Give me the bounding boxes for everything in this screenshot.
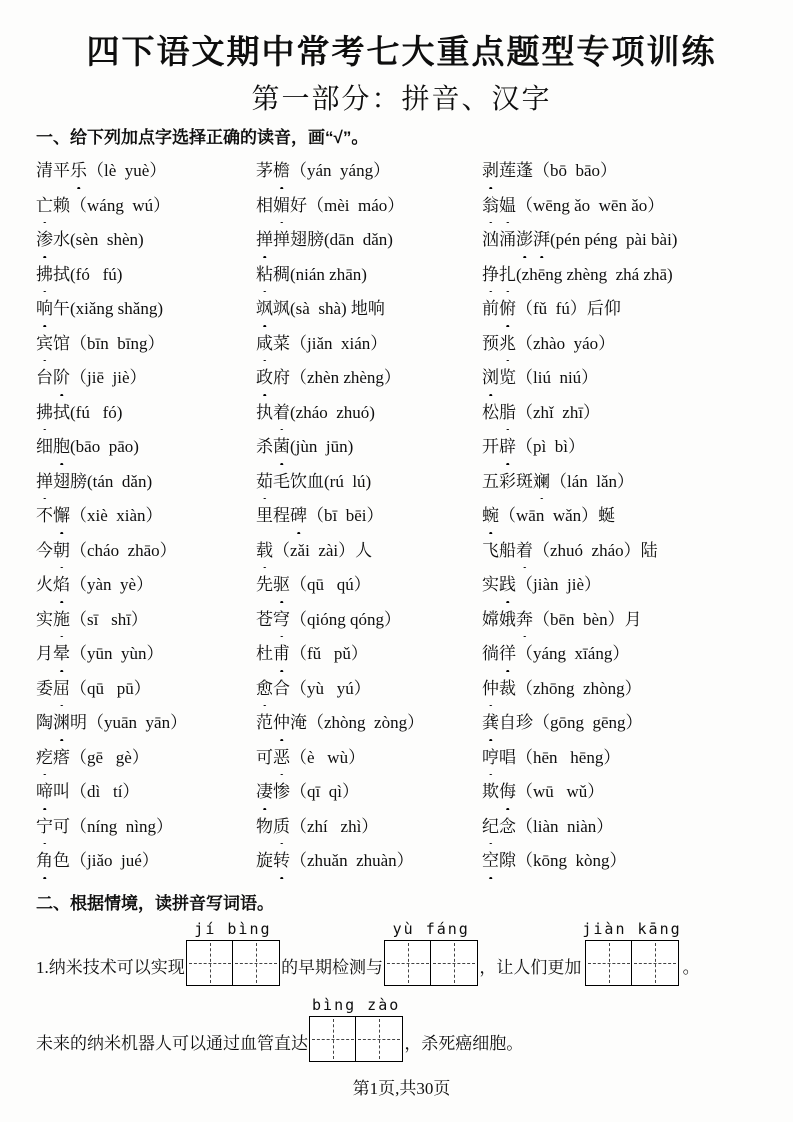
word-item: 杜甫（fǔ pǔ） bbox=[256, 637, 482, 672]
word-item: 空隙（kōng kòng） bbox=[482, 844, 767, 879]
word-item: 仲裁（zhōng zhòng） bbox=[482, 672, 767, 707]
word-item: 拂拭(fú fó) bbox=[36, 396, 256, 431]
writing-box[interactable] bbox=[585, 940, 633, 986]
word-item: 龚自珍（gōng gēng） bbox=[482, 706, 767, 741]
sentence-text-3: ，让人们更加 bbox=[479, 957, 582, 977]
pinyin-label-jibing: jí bìng bbox=[194, 919, 272, 938]
sentence-text-1: 1.纳米技术可以实现 bbox=[36, 957, 185, 977]
word-item: 渗水(sèn shèn) bbox=[36, 223, 256, 258]
word-item: 五彩斑斓（lán lǎn） bbox=[482, 465, 767, 500]
writing-box[interactable] bbox=[232, 940, 280, 986]
word-item: 哼唱（hēn hēng） bbox=[482, 741, 767, 776]
sentence-text-5: 未来的纳米机器人可以通过血管直达 bbox=[36, 1033, 308, 1053]
word-item: 粘稠(nián zhān) bbox=[256, 258, 482, 293]
word-item: 嫦娥奔（bēn bèn）月 bbox=[482, 603, 767, 638]
word-item: 拂拭(fó fú) bbox=[36, 258, 256, 293]
word-item: 凄惨（qī qì） bbox=[256, 775, 482, 810]
word-item: 开辟（pì bì） bbox=[482, 430, 767, 465]
word-item: 实践（jiàn jiè） bbox=[482, 568, 767, 603]
writing-boxes bbox=[186, 940, 280, 986]
sentence-text-6: ，杀死癌细胞。 bbox=[404, 1033, 524, 1053]
word-item: 预兆（zhào yáo） bbox=[482, 327, 767, 362]
page-title: 四下语文期中常考七大重点题型专项训练 bbox=[86, 33, 717, 70]
word-item: 里程碑（bī bēi） bbox=[256, 499, 482, 534]
sentence-text-2: 的早期检测与 bbox=[281, 957, 384, 977]
word-item: 翁媪（wēng ǎo wēn ǎo） bbox=[482, 189, 767, 224]
fill-line-2 bbox=[36, 996, 767, 1062]
word-item: 响午(xiǎng shǎng) bbox=[36, 292, 256, 327]
word-item: 物质（zhí zhì） bbox=[256, 810, 482, 845]
writing-box[interactable] bbox=[186, 940, 234, 986]
word-item: 纪念（liàn niàn） bbox=[482, 810, 767, 845]
answer-box-group-jibing bbox=[186, 920, 280, 986]
writing-box[interactable] bbox=[430, 940, 478, 986]
word-item: 啼叫（dì tí） bbox=[36, 775, 256, 810]
word-item: 月晕（yūn yùn） bbox=[36, 637, 256, 672]
word-item: 载（zǎi zài）人 bbox=[256, 534, 482, 569]
word-item: 茹毛饮血(rú lú) bbox=[256, 465, 482, 500]
fill-line-1 bbox=[36, 920, 767, 986]
word-item: 今朝（cháo zhāo） bbox=[36, 534, 256, 569]
writing-box[interactable] bbox=[309, 1016, 357, 1062]
word-item: 咸菜（jiǎn xián） bbox=[256, 327, 482, 362]
word-item: 疙瘩（gē gè） bbox=[36, 741, 256, 776]
word-item: 飞船着（zhuó zháo）陆 bbox=[482, 534, 767, 569]
pinyin-label-yufang: yù fáng bbox=[392, 919, 470, 938]
word-item: 陶渊明（yuān yān） bbox=[36, 706, 256, 741]
word-item: 前俯（fǔ fú）后仰 bbox=[482, 292, 767, 327]
answer-box-group-jiankang bbox=[582, 920, 681, 986]
word-item: 掸掸翅膀(dān dǎn) bbox=[256, 223, 482, 258]
word-item: 蜿（wān wǎn）蜒 bbox=[482, 499, 767, 534]
word-item: 汹涌澎湃(pén péng pài bài) bbox=[482, 223, 767, 258]
word-item: 清平乐（lè yuè） bbox=[36, 154, 256, 189]
word-item: 相媚好（mèi máo） bbox=[256, 189, 482, 224]
writing-boxes bbox=[384, 940, 478, 986]
pinyin-label-bingzao: bìng zào bbox=[312, 995, 401, 1014]
word-item: 角色（jiǎo jué） bbox=[36, 844, 256, 879]
word-item: 政府（zhèn zhèng） bbox=[256, 361, 482, 396]
page-subtitle: 第一部分：拼音、汉字 bbox=[251, 84, 552, 115]
word-item: 先驱（qū qú） bbox=[256, 568, 482, 603]
word-item: 细胞(bāo pāo) bbox=[36, 430, 256, 465]
word-item: 台阶（jiē jiè） bbox=[36, 361, 256, 396]
section2-heading: 二、根据情境，读拼音写词语。 bbox=[36, 893, 274, 913]
word-item: 剥莲蓬（bō bāo） bbox=[482, 154, 767, 189]
answer-box-group-bingzao bbox=[309, 996, 403, 1062]
word-item: 愈合（yù yú） bbox=[256, 672, 482, 707]
word-item: 宁可（níng nìng） bbox=[36, 810, 256, 845]
writing-box[interactable] bbox=[631, 940, 679, 986]
word-item: 松脂（zhǐ zhī） bbox=[482, 396, 767, 431]
word-item: 苍穹（qióng qóng） bbox=[256, 603, 482, 638]
word-item: 旋转（zhuǎn zhuàn） bbox=[256, 844, 482, 879]
word-item: 徜徉（yáng xīáng） bbox=[482, 637, 767, 672]
word-item: 执着(zháo zhuó) bbox=[256, 396, 482, 431]
word-item: 亡赖（wáng wú） bbox=[36, 189, 256, 224]
writing-boxes bbox=[309, 1016, 403, 1062]
word-item: 挣扎(zhēng zhèng zhá zhā) bbox=[482, 258, 767, 293]
word-grid bbox=[36, 154, 767, 879]
sentence-text-4: 。 bbox=[682, 957, 700, 977]
word-item: 浏览（liú niú） bbox=[482, 361, 767, 396]
word-item: 实施（sī shī） bbox=[36, 603, 256, 638]
section1-heading: 一、给下列加点字选择正确的读音，画“√”。 bbox=[36, 128, 369, 147]
writing-box[interactable] bbox=[384, 940, 432, 986]
writing-box[interactable] bbox=[355, 1016, 403, 1062]
word-item: 不懈（xiè xiàn） bbox=[36, 499, 256, 534]
word-item: 掸翅膀(tán dǎn) bbox=[36, 465, 256, 500]
word-item: 委屈（qū pū） bbox=[36, 672, 256, 707]
word-item: 可恶（è wù） bbox=[256, 741, 482, 776]
pinyin-label-jiankang: jiàn kāng bbox=[582, 919, 682, 938]
answer-box-group-yufang bbox=[384, 920, 478, 986]
word-item: 茅檐（yán yáng） bbox=[256, 154, 482, 189]
word-item: 宾馆（bīn bīng） bbox=[36, 327, 256, 362]
word-item: 杀菌(jùn jūn) bbox=[256, 430, 482, 465]
word-item: 火焰（yàn yè） bbox=[36, 568, 256, 603]
page-footer: 第1页,共30页 bbox=[352, 1078, 451, 1098]
writing-boxes bbox=[585, 940, 679, 986]
word-item: 欺侮（wū wǔ） bbox=[482, 775, 767, 810]
word-item: 飒飒(sà shà) 地响 bbox=[256, 292, 482, 327]
word-item: 范仲淹（zhòng zòng） bbox=[256, 706, 482, 741]
